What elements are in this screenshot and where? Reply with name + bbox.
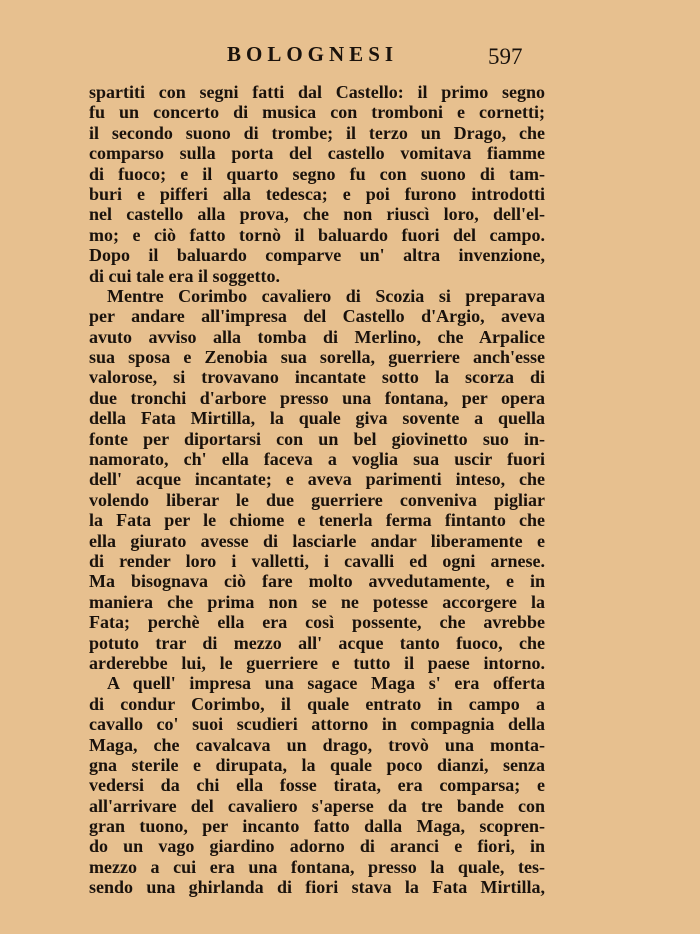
- text-line: avuto avviso alla tomba di Merlino, che Arpalice: [89, 326, 545, 347]
- text-line: il secondo suono di trombe; il terzo un Drago, che: [89, 122, 545, 143]
- text-line: di cui tale era il soggetto.: [89, 265, 280, 286]
- text-line: volendo liberar le due guerriere conveniva pigliar: [89, 489, 545, 510]
- text-line: Mentre Corimbo cavaliero di Scozia si preparava: [107, 285, 545, 306]
- text-line: cavallo co' suoi scudieri attorno in compagnia della: [89, 714, 545, 735]
- text-line: Fata; perchè ella era così possente, che avrebbe: [89, 612, 545, 633]
- running-head: [0, 42, 700, 72]
- text-line: nel castello alla prova, che non riuscì loro, dell'el-: [89, 204, 545, 225]
- text-line: ella giurato avesse di lasciarle andar liberamente e: [89, 530, 545, 551]
- text-line: mezzo a cui era una fontana, presso la quale, tes-: [89, 856, 545, 877]
- text-line: della Fata Mirtilla, la quale giva sovente a quella: [89, 408, 545, 429]
- text-line: buri e pifferi alla tedesca; e poi furono introdotti: [89, 183, 545, 204]
- text-line: di render loro i valletti, i cavalli ed ogni arnese.: [89, 550, 545, 571]
- text-line: fonte per diportarsi con un bel giovinetto suo in-: [89, 428, 545, 449]
- text-line: vedersi da chi ella fosse tirata, era comparsa; e: [89, 775, 545, 796]
- text-line: per andare all'impresa del Castello d'Argio, aveva: [89, 306, 545, 327]
- text-line: spartiti con segni fatti dal Castello: il primo segno: [89, 82, 545, 102]
- text-line: sendo una ghirlanda di fiori stava la Fata Mirtilla,: [89, 877, 545, 898]
- text-line: do un vago giardino adorno di aranci e fiori, in: [89, 836, 545, 857]
- text-line: gran tuono, per incanto fatto dalla Maga, scopren-: [89, 816, 545, 837]
- text-line: sua sposa e Zenobia sua sorella, guerriere anch'esse: [89, 347, 545, 368]
- text-line: namorato, ch' ella faceva a voglia sua uscir fuori: [89, 449, 545, 470]
- text-line: di condur Corimbo, il quale entrato in campo a: [89, 693, 545, 714]
- text-line: potuto trar di mezzo all' acque tanto fuoco, che: [89, 632, 545, 653]
- text-line: Ma bisognava ciò fare molto avvedutamente, e in: [89, 571, 545, 592]
- running-title: BOLOGNESI: [227, 42, 399, 66]
- text-line: valorose, si trovavano incantate sotto la scorza di: [89, 367, 545, 388]
- text-line: all'arrivare del cavaliero s'aperse da tre bande con: [89, 795, 545, 816]
- text-line: Maga, che cavalcava un drago, trovò una monta-: [89, 734, 545, 755]
- text-line: A quell' impresa una sagace Maga s' era offerta: [107, 673, 545, 694]
- text-line: arderebbe lui, le guerriere e tutto il paese intorno.: [89, 652, 545, 673]
- text-line: fu un concerto di musica con tromboni e cornetti;: [89, 102, 545, 123]
- page-number: 597: [488, 44, 523, 69]
- text-line: maniera che prima non se ne potesse accorgere la: [89, 591, 545, 612]
- text-line: comparso sulla porta del castello vomitava fiamme: [89, 143, 545, 164]
- text-line: mo; e ciò fatto tornò il baluardo fuori del campo.: [89, 224, 545, 245]
- text-line: gna sterile e dirupata, la quale poco dianzi, senza: [89, 754, 545, 775]
- text-line: due tronchi d'arbore presso una fontana, per opera: [89, 387, 545, 408]
- text-line: la Fata per le chiome e tenerla ferma fintanto che: [89, 510, 545, 531]
- text-line: di fuoco; e il quarto segno fu con suono di tam-: [89, 163, 545, 184]
- body-text: [89, 82, 545, 898]
- text-line: dell' acque incantate; e aveva parimenti inteso, che: [89, 469, 545, 490]
- text-line: Dopo il baluardo comparve un' altra invenzione,: [89, 245, 545, 266]
